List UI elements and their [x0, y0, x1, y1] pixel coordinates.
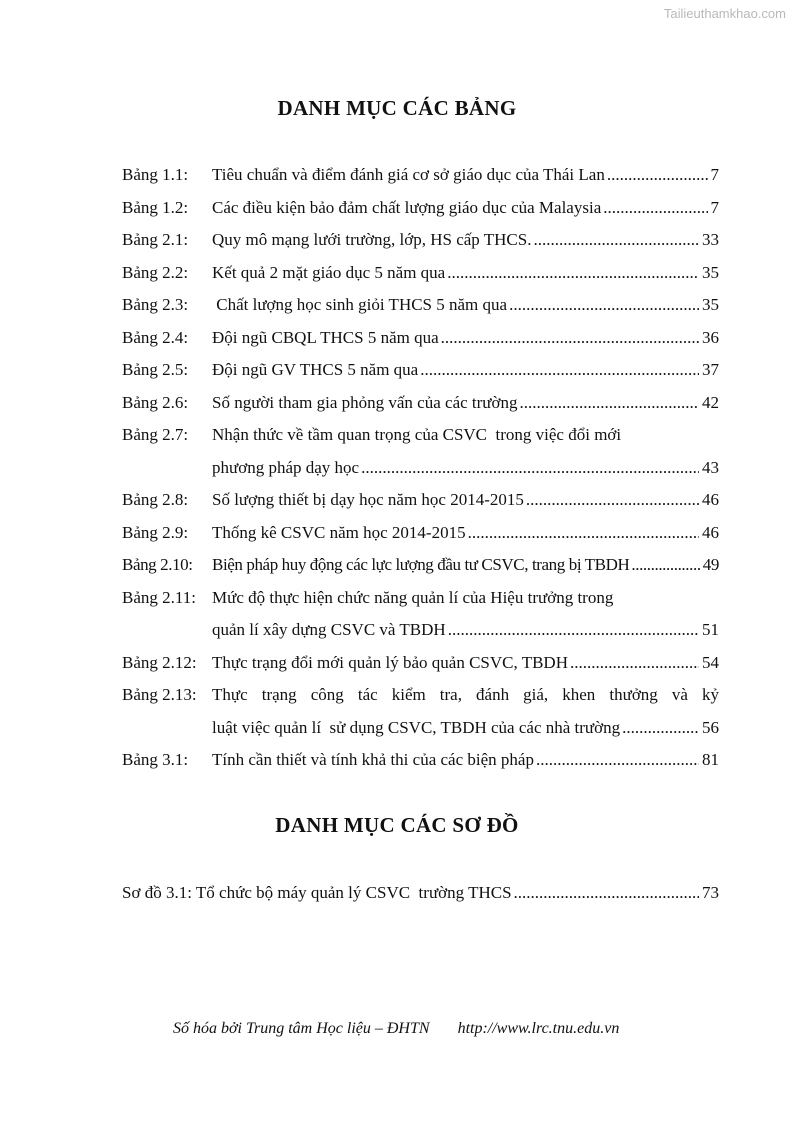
entry-page: 35: [702, 295, 719, 314]
toc-entry-table-2-5: [122, 354, 719, 387]
entry-label: Bảng 2.5:: [122, 360, 189, 379]
entry-text: Chất lượng học sinh giỏi THCS 5 năm qua: [212, 295, 508, 314]
toc-entry-table-2-7: [122, 419, 719, 452]
entry-text: Nhận thức về tầm quan trọng của CSVC trong việc đổi mới: [212, 425, 622, 444]
entry-page: 49: [702, 555, 719, 574]
entry-label: Bảng 2.13:: [122, 685, 197, 704]
toc-entry-table-2-7-continued: [122, 452, 719, 485]
entry-page: 7: [710, 197, 719, 217]
entry-label: Sơ đồ 3.1:: [122, 883, 192, 902]
entry-page: 54: [702, 652, 719, 672]
toc-entry-table-2-2: [122, 257, 719, 290]
entry-label: Bảng 2.7:: [122, 425, 189, 444]
toc-entry-table-1-1: [122, 159, 719, 192]
entry-text: Tiêu chuẩn và điểm đánh giá cơ sở giáo dục của Thái Lan: [212, 165, 605, 184]
toc-entry-table-2-8: [122, 484, 719, 517]
entry-page: 7: [710, 165, 719, 184]
entry-text: Thực trạng công tác kiểm tra, đánh giá, khen thưởng và kỷ: [212, 685, 719, 704]
entry-text: Mức độ thực hiện chức năng quản lí của Hiệu trưởng trong: [212, 587, 614, 607]
entry-label: Bảng 1.1:: [122, 165, 189, 184]
entry-text: Số lượng thiết bị dạy học năm học 2014-2015: [212, 490, 524, 509]
entry-label: Bảng 1.2:: [122, 197, 189, 217]
entry-page: 37: [702, 360, 719, 379]
entry-page: 81: [702, 750, 719, 769]
entry-text: Đội ngũ CBQL THCS 5 năm qua: [212, 327, 439, 347]
entry-text: Tính cần thiết và tính khả thi của các biện pháp: [212, 750, 534, 769]
page-footer: [173, 1020, 619, 1038]
list-of-tables: [122, 159, 719, 777]
toc-entry-table-2-1: [122, 224, 719, 257]
entry-label: Bảng 3.1:: [122, 750, 189, 769]
list-of-diagrams-title: DANH MỤC CÁC SƠ ĐỒ: [275, 813, 519, 837]
entry-label: Bảng 2.9:: [122, 522, 189, 542]
entry-text-continued: quản lí xây dựng CSVC và TBDH: [212, 620, 446, 639]
watermark: Tailieuthamkhao.com: [663, 6, 786, 21]
list-of-tables-title: DANH MỤC CÁC BẢNG: [277, 96, 517, 120]
entry-label: Bảng 2.11:: [122, 587, 196, 607]
entry-page: 56: [702, 717, 719, 737]
entry-label: Bảng 2.6:: [122, 392, 189, 412]
toc-entry-table-2-6: [122, 387, 719, 420]
toc-entry-table-2-11: [122, 582, 719, 615]
entry-text-continued: luật việc quản lí sử dụng CSVC, TBDH của các nhà trường: [212, 717, 621, 737]
toc-entry-table-3-1: [122, 744, 719, 777]
entry-label: Bảng 2.2:: [122, 262, 189, 282]
list-of-diagrams: [122, 877, 719, 910]
footer-url: http://www.lrc.tnu.edu.vn: [457, 1020, 620, 1037]
entry-label: Bảng 2.1:: [122, 230, 189, 249]
toc-entry-table-2-3: [122, 289, 719, 322]
entry-text: Thực trạng đổi mới quản lý bảo quản CSVC, TBDH: [212, 652, 568, 672]
entry-text: Thống kê CSVC năm học 2014-2015: [212, 522, 466, 542]
entry-label: Bảng 2.12:: [122, 652, 197, 672]
toc-entry-table-2-12: [122, 647, 719, 680]
entry-text: Số người tham gia phỏng vấn của các trường: [212, 392, 518, 412]
toc-entry-table-1-2: [122, 192, 719, 225]
entry-label: Bảng 2.8:: [122, 490, 189, 509]
entry-text: Đội ngũ GV THCS 5 năm qua: [212, 360, 419, 379]
entry-text: Kết quả 2 mặt giáo dục 5 năm qua: [212, 262, 446, 282]
entry-page: 42: [702, 392, 719, 412]
toc-entry-table-2-13: [122, 679, 719, 712]
toc-entry-table-2-9: [122, 517, 719, 550]
entry-page: 73: [702, 883, 719, 902]
entry-text: Biện pháp huy động các lực lượng đầu tư CSVC, trang bị TBDH: [212, 555, 630, 574]
entry-text: Các điều kiện bảo đảm chất lượng giáo dục của Malaysia: [212, 197, 602, 217]
entry-page: 43: [702, 457, 719, 477]
toc-entry-table-2-10: [122, 549, 719, 582]
entry-page: 51: [702, 620, 719, 639]
toc-entry-diagram-3-1: [122, 877, 719, 910]
entry-label: Bảng 2.4:: [122, 327, 189, 347]
entry-label: Bảng 2.3:: [122, 295, 189, 314]
entry-page: 46: [702, 522, 719, 542]
entry-text-continued: phương pháp dạy học: [212, 457, 360, 477]
toc-entry-table-2-4: [122, 322, 719, 355]
entry-page: 33: [702, 230, 719, 249]
entry-page: 36: [702, 327, 719, 347]
entry-label: Bảng 2.10:: [122, 555, 193, 574]
entry-page: 46: [702, 490, 719, 509]
toc-entry-table-2-13-continued: [122, 712, 719, 745]
entry-text: Quy mô mạng lưới trường, lớp, HS cấp THCS.: [212, 230, 532, 249]
toc-entry-table-2-11-continued: [122, 614, 719, 647]
entry-text: Tổ chức bộ máy quản lý CSVC trường THCS: [195, 883, 512, 902]
footer-source: Số hóa bởi Trung tâm Học liệu – ĐHTN: [173, 1020, 430, 1037]
entry-page: 35: [702, 262, 719, 282]
